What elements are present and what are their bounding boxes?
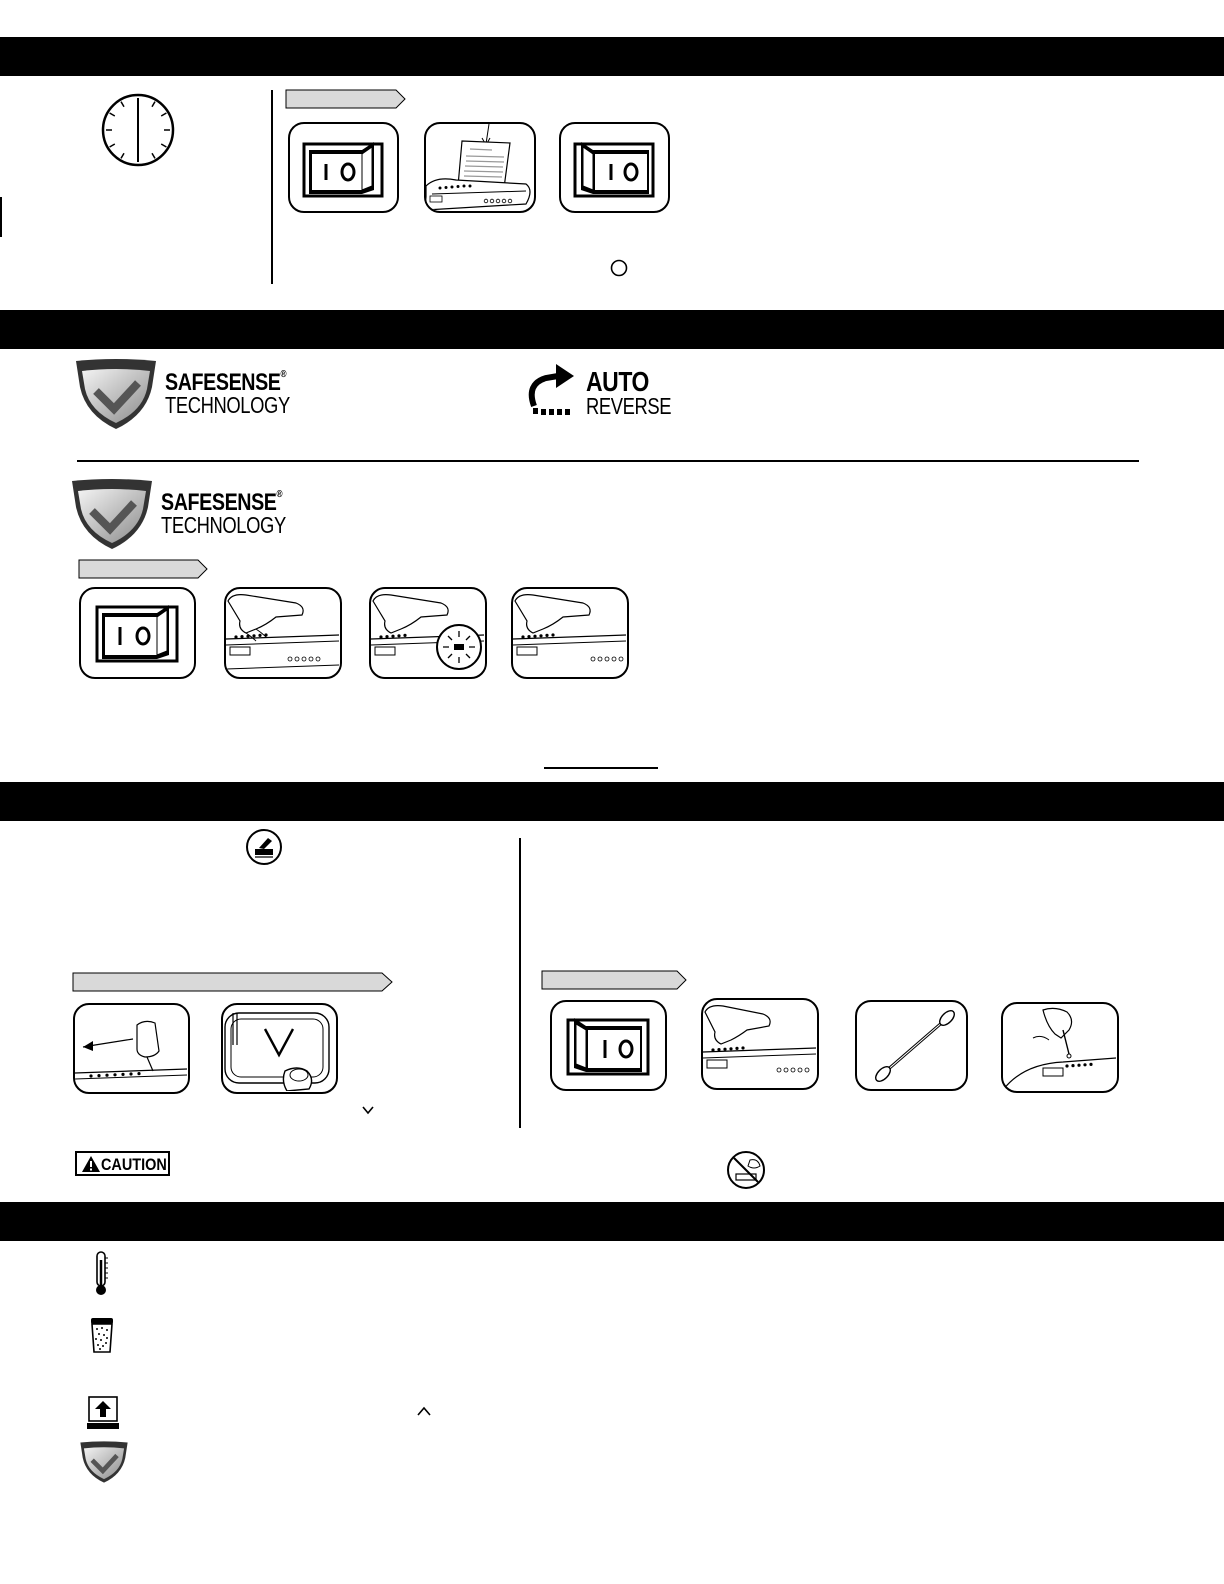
caution-label [75,1151,170,1176]
chevron-up-icon [416,1405,432,1417]
safesense-step-hand-panel-1 [224,587,342,679]
oil-bottle-illustration [75,1005,187,1091]
step-label-tab [541,970,689,990]
column-divider [271,90,273,284]
safesense-shield-icon [68,477,156,551]
auto-reverse-logo [524,360,674,420]
cleaning-sensor-illustration [1003,1004,1116,1090]
oil-application-panel [73,1003,190,1094]
section-header-bar-2 [0,310,1224,349]
registered-mark: ® [280,369,287,380]
step-label-tab-wide [72,972,395,992]
section-header-bar-1 [0,37,1224,76]
safesense-logo-bottom [68,477,298,551]
safesense-shield-icon [72,357,160,431]
safesense-subtitle: TECHNOLOGY [165,392,290,418]
press-reverse-panel [221,1003,338,1094]
clean-step-hand-panel [701,998,819,1090]
cotton-swab-illustration [857,1002,965,1088]
registered-mark: ® [276,489,283,500]
safesense-step-switch-panel [79,587,196,679]
chevron-down-icon [361,1104,375,1116]
cotton-swab-panel [855,1000,968,1091]
bin-full-icon [88,1316,116,1354]
clean-sensor-panel [1001,1002,1119,1093]
paper-jam-icon [85,1395,121,1431]
feature-divider [77,460,1139,462]
rocker-switch-on-icon [81,589,193,676]
off-circle-icon [610,259,628,277]
safesense-indicator-illustration [371,589,484,676]
step-switch-off-panel [559,122,670,213]
clean-step-switch-off-panel [550,1000,667,1091]
edge-mark [0,197,2,237]
rocker-switch-on-icon [290,124,396,210]
thermometer-icon [92,1250,110,1296]
underline-rule [544,767,658,769]
reverse-button-illustration [223,1005,335,1091]
no-oil-icon [726,1150,766,1190]
safesense-title: SAFESENSE [161,489,277,516]
maintenance-divider [519,838,521,1128]
auto-subtitle: REVERSE [586,393,672,419]
safesense-title: SAFESENSE [165,369,281,396]
oil-icon [244,829,284,865]
hand-near-opening-illustration [226,589,339,676]
safesense-logo-top [72,357,302,431]
rocker-switch-off-icon [552,1002,664,1088]
safesense-step-hand-panel-2 [369,587,487,679]
hand-near-opening-illustration [703,1000,816,1087]
clock-icon [100,92,176,168]
warning-triangle-icon [81,1155,101,1173]
rocker-switch-off-icon [561,124,667,210]
safesense-shield-icon [78,1440,130,1484]
step-label-tab [285,89,407,109]
paper-feed-illustration [426,124,533,210]
auto-title: AUTO [586,366,649,397]
step-switch-on-panel [288,122,399,213]
caution-text: CAUTION [101,1155,167,1174]
step-feed-paper-panel [424,122,536,213]
hand-near-opening-illustration [513,589,626,676]
section-header-bar-3 [0,782,1224,821]
auto-reverse-arrow-icon [524,362,580,416]
step-label-tab [78,559,210,579]
section-header-bar-4 [0,1202,1224,1241]
safesense-step-hand-panel-3 [511,587,629,679]
safesense-subtitle: TECHNOLOGY [161,512,286,538]
